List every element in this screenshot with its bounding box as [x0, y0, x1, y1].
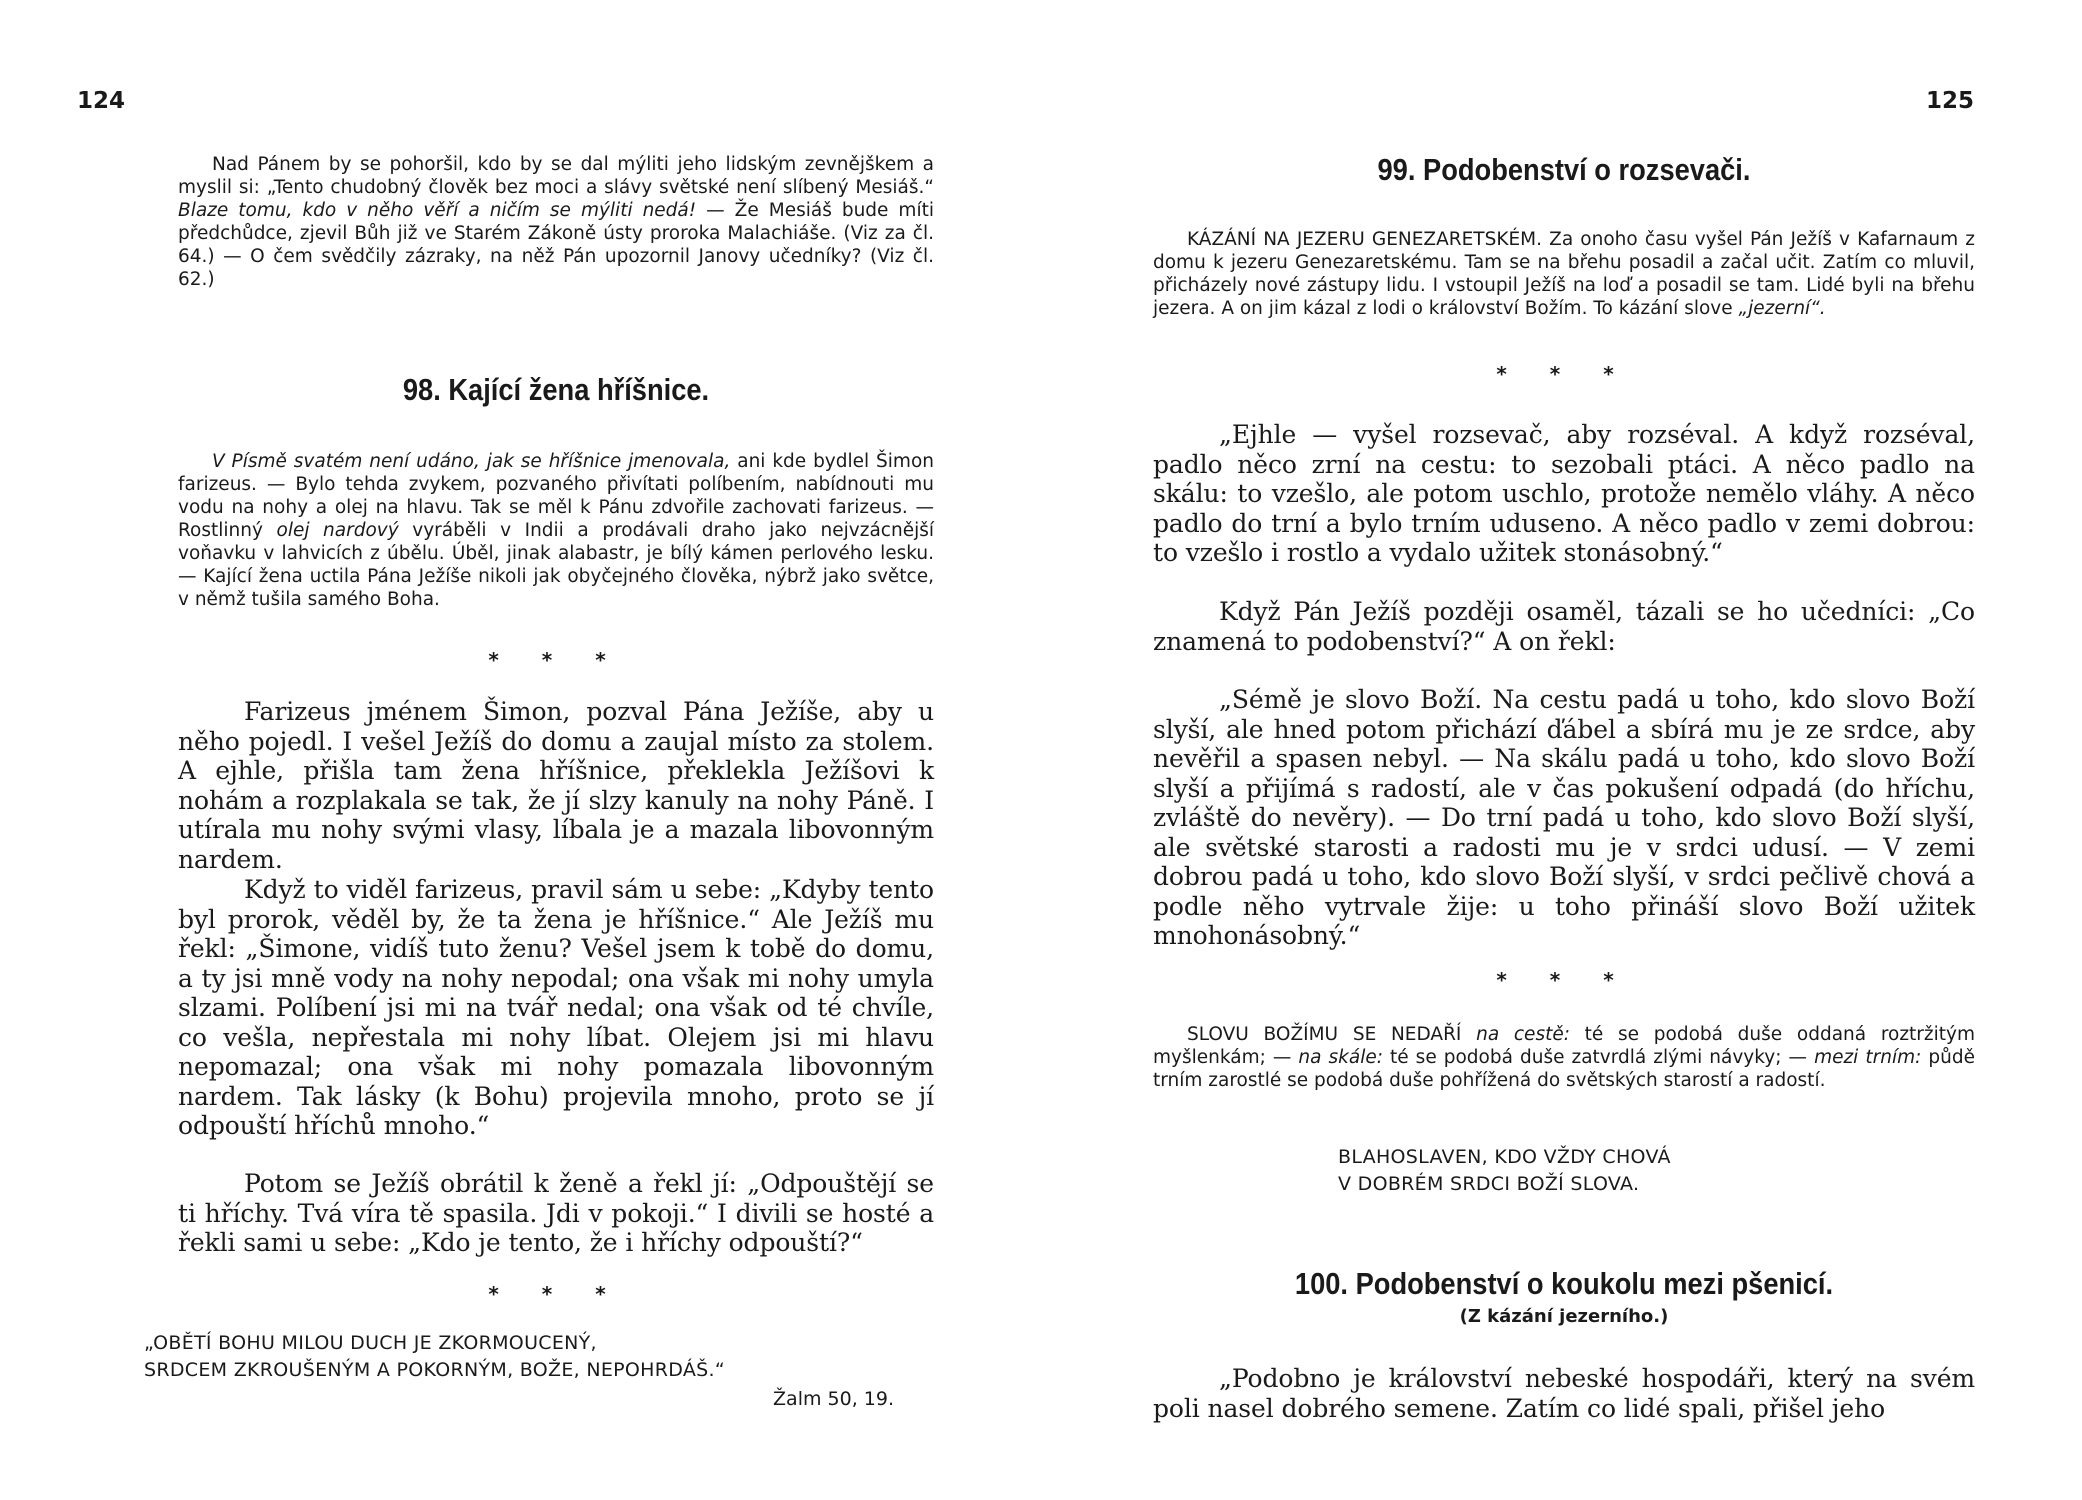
quote-line-2: SRDCEM ZKROUŠENÝM A POKORNÝM, BOŽE, NEPOHRDÁŠ.“ [144, 1359, 725, 1381]
note-paragraph: V Písmě svatém není udáno, jak se hříšnice jmenovala, ani kde bydlel Šimon farizeus. — Bylo tehda zvykem, pozvaného přivítati políbením, nabídnouti mu vodu na nohy a olej na hlavu. Tak se měl k Pánu zdvořile zachovati farizeus. — Rostlinný olej nardový vyráběli v Indii a prodávali draho jako nejvzácnější voňavku v lahvicích z úbělu. Úběl, jinak alabastr, je bílý kámen perlového lesku. — Kající žena uctila Pána Ježíše nikoli jak obyčejného člověka, nýbrž jako světce, v němž tušila samého Boha. [178, 451, 934, 610]
body-paragraph-4: „Ejhle — vyšel rozsevač, aby rozséval. A když rozséval, padlo něco zrní na cestu: to sezobali ptáci. A něco padlo na skálu: to vzešlo, ale potom uschlo, protože nemělo vláhy. A něco padlo do trní a bylo trním uduseno. A něco padlo v zemi dobrou: to vzešlo i rostlo a vydalo užitek stonásobný.“ [1153, 420, 1975, 567]
body-paragraph-5: Když Pán Ježíš později osaměl, tázali se ho učedníci: „Co znamená to podobenství?“ A on řekl: [1153, 597, 1975, 656]
section-99-title-wrap [1153, 152, 1975, 188]
quote-reference: Žalm 50, 19. [773, 1388, 894, 1410]
stars-divider-4: * * * [1496, 968, 1632, 992]
right-body-2 [1153, 597, 1975, 656]
stars-divider-3: * * * [1496, 362, 1632, 386]
right-body-3 [1153, 685, 1975, 951]
body-paragraph-3: Potom se Ježíš obrátil k ženě a řekl jí: „Odpouštějí se ti hříchy. Tvá víra tě spasila. Jdi v pokoji.“ I divili se hosté a řekli sami u sebe: „Kdo je tento, že i hříchy odpouští?“ [178, 1169, 934, 1257]
section-98-title: 98. Kající žena hříšnice. [402, 372, 710, 407]
body-paragraph-6: „Sémě je slovo Boží. Na cestu padá u toho, kdo slovo Boží slyší, ale hned potom přichází ďábel a sbírá mu je ze srdce, aby nevěřil a spasen nebyl. — Na skálu padá u toho, kdo slovo Boží slyší a přijímá s radostí, ale v čas pokušení odpadá (do hříchu, zvláště do nevěry). — Do trní padá u toho, kdo slovo Boží slyší, ale světské starosti a radosti mu je v srdci udusí. — V zemi dobrou padá u toho, kdo slovo Boží slyší, v srdci pečlivě chová a podle něho vytrvale žije: u toho přináší slovo Boží užitek mnohonásobný.“ [1153, 685, 1975, 950]
summary-paragraph-wrap [1153, 1023, 1975, 1092]
section-100-subtitle: (Z kázání jezerního.) [1459, 1306, 1669, 1327]
section-98-title-wrap [178, 372, 934, 408]
left-intro [178, 153, 934, 291]
section-98-note [178, 450, 934, 611]
intro-paragraph: Nad Pánem by se pohoršil, kdo by se dal mýliti jeho lidským zevnějškem a myslil si: „Tento chudobný člověk bez moci a slávy světské není slíbený Mesiáš.“ Blaze tomu, kdo v něho věří a ničím se mýliti nedá! — Že Mesiáš bude míti předchůdce, zjevil Bůh již ve Starém Zákoně ústy proroka Malachiáše. (Viz za čl. 64.) — O čem svědčily zázraky, na něž Pán upozornil Janovy učedníky? (Viz čl. 62.) [178, 154, 934, 290]
section-99-title: 99. Podobenství o rozsevači. [1377, 152, 1751, 187]
left-body-2 [178, 875, 934, 1141]
kazani-intro: KÁZÁNÍ NA JEZERU GENEZARETSKÉM. Za onoho času vyšel Pán Ježíš v Kafarnaum z domu k jezeru Genezaretskému. Tam se na břehu posadil a začal učit. Zatím co mluvil, přicházely nové zástupy lidu. I vstoupil Ježíš na loď a posadil se tam. Lidé byli na břehu jezera. A on jim kázal z lodi o království Božím. To kázání slove „jezerní“. [1153, 229, 1975, 319]
body-paragraph-1: Farizeus jménem Šimon, pozval Pána Ježíše, aby u něho pojedl. I vešel Ježíš do domu a zaujal místo za stolem. A ejhle, přišla tam žena hříšnice, překlekla Ježíšovi k nohám a rozplakala se tak, že jí slzy kanuly na nohy Páně. I utírala mu nohy svými vlasy, líbala je a mazala libovonným nardem. [178, 697, 934, 874]
motto-line-2: V DOBRÉM SRDCI BOŽÍ SLOVA. [1338, 1173, 1640, 1195]
left-body-1 [178, 697, 934, 874]
section-99-intro [1153, 228, 1975, 320]
section-100-title-wrap [1153, 1266, 1975, 1327]
stars-divider-1: * * * [488, 648, 624, 672]
motto-line-1: BLAHOSLAVEN, KDO VŽDY CHOVÁ [1338, 1146, 1671, 1168]
body-paragraph-2: Když to viděl farizeus, pravil sám u sebe: „Kdyby tento byl prorok, věděl by, že ta žena je hříšnice.“ Ale Ježíš mu řekl: „Šimone, vidíš tuto ženu? Vešel jsem k tobě do domu, a ty jsi mně vody na nohy nepodal; ona však mi nohy umyla slzami. Políbení jsi mi na tvář nedal; ona však od té chvíle, co vešla, nepřestala mi nohy líbat. Olejem jsi mi hlavu nepomazal; ona však mi nohy pomazala libovonným nardem. Tak lásky (k Bohu) projevila mnoho, proto se jí odpouští hříchů mnoho.“ [178, 875, 934, 1140]
summary-paragraph: SLOVU BOŽÍMU SE NEDAŘÍ na cestě: té se podobá duše oddaná roztržitým myšlenkám; — na skále: té se podobá duše zatvrdlá zlými návyky; — mezi trním: půdě trním zarostlé se podobá duše pohřížená do světských starostí a radostí. [1153, 1024, 1975, 1091]
left-body-3 [178, 1169, 934, 1258]
section-100-title: 100. Podobenství o koukolu mezi pšenicí. [1294, 1266, 1834, 1301]
quote-line-1: „OBĚTÍ BOHU MILOU DUCH JE ZKORMOUCENÝ, [144, 1332, 597, 1354]
body-paragraph-7: „Podobno je království nebeské hospodáři, který na svém poli nasel dobrého semene. Zatím co lidé spali, přišel jeho [1153, 1364, 1975, 1423]
page-number-left: 124 [77, 88, 126, 114]
psalm-quote [144, 1330, 904, 1410]
right-body-4 [1153, 1364, 1975, 1423]
motto [1338, 1144, 1838, 1198]
stars-divider-2: * * * [488, 1282, 624, 1306]
right-body-1 [1153, 420, 1975, 568]
page-number-right: 125 [1926, 88, 1975, 114]
